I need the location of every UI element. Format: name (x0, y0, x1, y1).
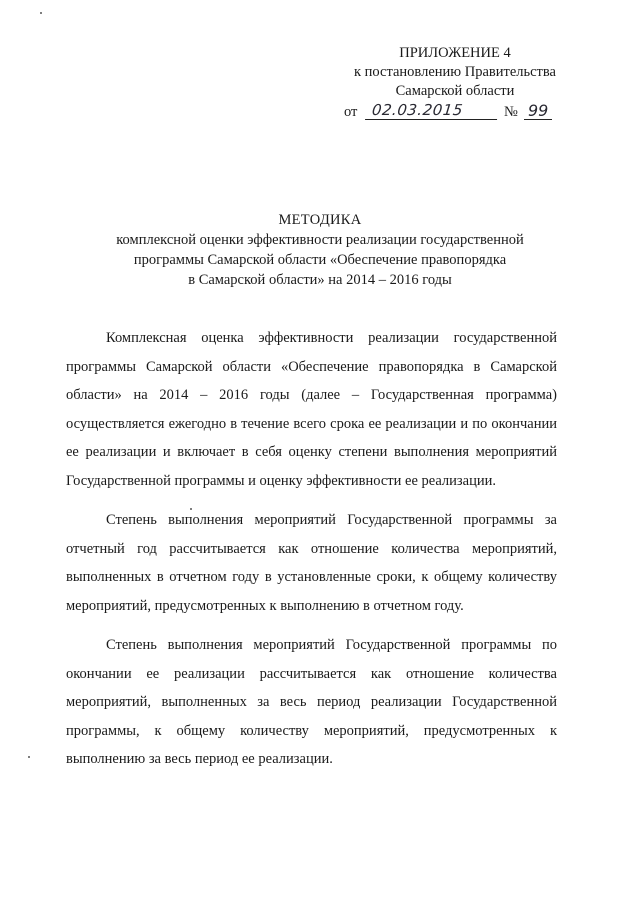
body-paragraph: Степень выполнения мероприятий Государственной программы по окончании ее реализации рассчитывается как отношение количества мероприятий, выполненных за весь период реализации Государственной программы, к общему количеству мероприятий, предусмотренных к выполнению за весь период ее реализации. (66, 637, 557, 767)
title-heading: МЕТОДИКА (278, 212, 362, 228)
appendix-date-number-row (344, 101, 584, 123)
handwritten-date: 02.03.2015 (365, 101, 499, 120)
title-line-3: в Самарской области» на 2014 – 2016 годы (188, 272, 452, 288)
appendix-header (330, 44, 580, 120)
title-line-2: программы Самарской области «Обеспечение правопорядка (133, 252, 507, 268)
date-prefix: от (344, 104, 358, 120)
document-title (60, 211, 580, 290)
body-paragraph: Комплексная оценка эффективности реализации государственной программы Самарской области «Обеспечение правопорядка в Самарской области» на 2014 – 2016 годы (далее – Государственная программа) осуществляется ежегодно в течение всего срока ее реализации и по окончании ее реализации и включает в себя оценку степени выполнения мероприятий Государственной программы и оценку эффективности ее реализации. (66, 330, 557, 489)
document-body (66, 324, 557, 774)
scan-speck (40, 12, 42, 14)
scan-speck (28, 756, 30, 758)
number-prefix: № (504, 104, 518, 120)
appendix-resolution-line: к постановлению Правительства (354, 64, 556, 80)
title-line-1: комплексной оценки эффективности реализации государственной (116, 232, 524, 248)
appendix-label: ПРИЛОЖЕНИЕ 4 (399, 45, 511, 61)
appendix-region-line: Самарской области (395, 83, 515, 99)
handwritten-number: 99 (524, 101, 552, 120)
body-paragraph: Степень выполнения мероприятий Государственной программы за отчетный год рассчитывается как отношение количества мероприятий, выполненных в отчетном году в установленные сроки, к общему количеству мероприятий, предусмотренных к выполнению в отчетном году. (66, 512, 557, 614)
